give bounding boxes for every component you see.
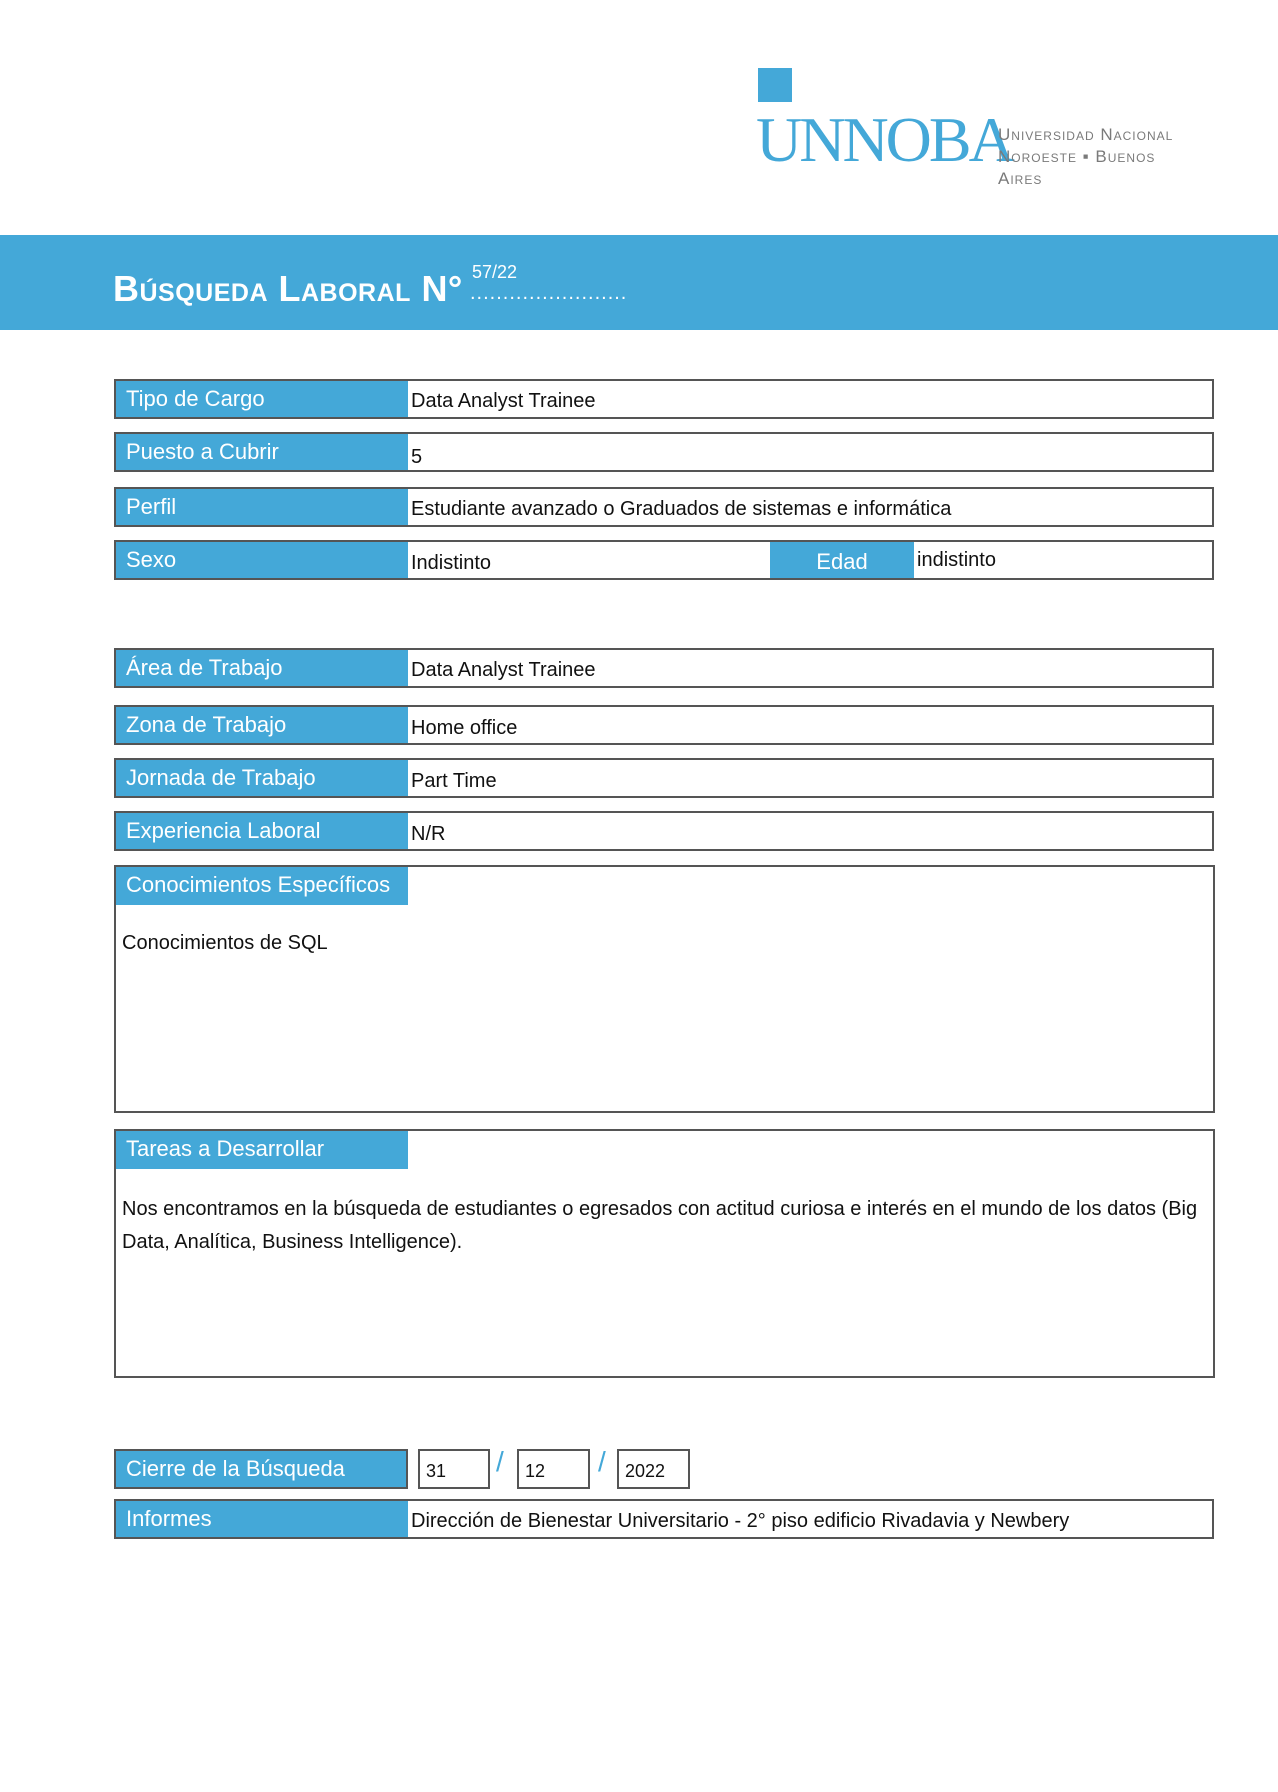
value-conocimientos: Conocimientos de SQL (122, 932, 328, 954)
value-edad: indistinto (917, 549, 996, 571)
value-tareas (122, 1193, 1203, 1259)
box-conocimientos (114, 865, 1215, 1113)
value-perfil: Estudiante avanzado o Graduados de sistemas e informática (411, 498, 952, 520)
logo-square-icon (758, 68, 792, 102)
label-conocimientos: Conocimientos Específicos (116, 867, 408, 905)
logo-subtitle-line1: Universidad Nacional (998, 125, 1174, 144)
label-experiencia: Experiencia Laboral (116, 813, 408, 849)
row-experiencia (114, 811, 1214, 851)
page-title: Búsqueda Laboral N° (113, 268, 463, 309)
search-number: 57/22 (472, 262, 518, 282)
box-tareas (114, 1129, 1215, 1378)
row-tipo-cargo (114, 379, 1214, 419)
value-informes: Dirección de Bienestar Universitario - 2° piso edificio Rivadavia y Newbery (411, 1510, 1070, 1532)
date-slash-1: / (496, 1446, 504, 1477)
label-tipo-cargo: Tipo de Cargo (116, 381, 408, 417)
row-puesto (114, 432, 1214, 472)
value-zona: Home office (411, 717, 518, 739)
row-jornada (114, 758, 1214, 798)
tareas-line-1: Nos encontramos en la búsqueda de estudiantes o egresados con actitud curiosa e interés en el mundo de los datos (Big (122, 1198, 1198, 1220)
logo-subtitle (998, 124, 1198, 190)
number-dotted-line: ........................ (470, 282, 628, 304)
row-area (114, 648, 1214, 688)
tareas-line-2: Data, Analítica, Business Intelligence). (122, 1231, 463, 1253)
date-day: 31 (418, 1449, 490, 1489)
label-area: Área de Trabajo (116, 650, 408, 686)
label-jornada: Jornada de Trabajo (116, 760, 408, 796)
label-zona: Zona de Trabajo (116, 707, 408, 743)
row-perfil (114, 487, 1214, 527)
label-puesto: Puesto a Cubrir (116, 434, 408, 470)
label-perfil: Perfil (116, 489, 408, 525)
value-tipo-cargo: Data Analyst Trainee (411, 390, 596, 412)
date-slash-2: / (598, 1446, 606, 1477)
label-cierre: Cierre de la Búsqueda (114, 1449, 408, 1489)
label-informes: Informes (116, 1501, 408, 1537)
date-month: 12 (517, 1449, 590, 1489)
value-area: Data Analyst Trainee (411, 659, 596, 681)
logo-wordmark: UNNOBA (756, 104, 1012, 175)
unnoba-logo (756, 68, 1198, 188)
date-year: 2022 (617, 1449, 690, 1489)
row-sexo-edad (114, 540, 1214, 580)
value-sexo: Indistinto (411, 552, 492, 574)
value-experiencia: N/R (411, 823, 446, 845)
label-sexo: Sexo (116, 542, 408, 578)
label-edad: Edad (770, 542, 914, 578)
row-zona (114, 705, 1214, 745)
label-tareas: Tareas a Desarrollar (116, 1131, 408, 1169)
value-jornada: Part Time (411, 770, 497, 792)
row-informes (114, 1499, 1214, 1539)
value-puesto: 5 (411, 446, 423, 468)
logo-subtitle-line2: Noroeste ▪ Buenos Aires (998, 147, 1156, 188)
